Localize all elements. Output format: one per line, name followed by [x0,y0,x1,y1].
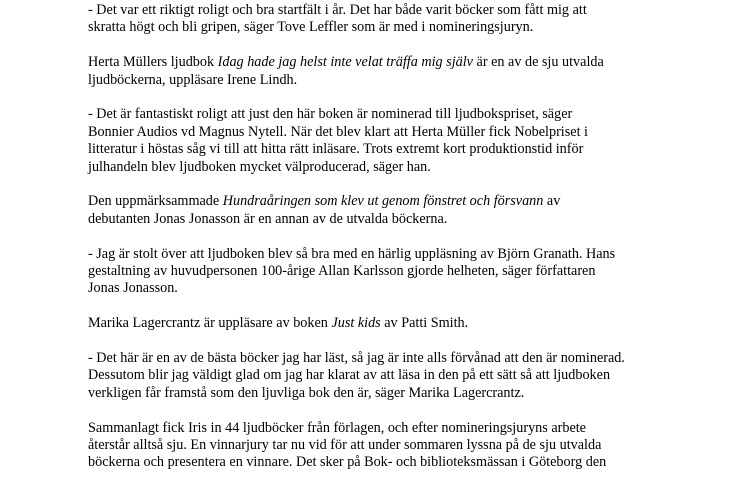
paragraph [88,193,740,228]
text-segment: debutanten Jonas Jonasson är en annan av de utvalda böckerna. [88,210,448,227]
text-line [88,106,740,123]
text-line [88,385,740,402]
document-page [88,2,740,489]
text-segment: skratta högt och bli gripen, säger Tove Leffler som är med i nomineringsjuryn. [88,19,534,36]
text-segment: Jonas Jonasson. [88,280,178,297]
book-title: Just kids [331,315,381,332]
text-segment: - Det var ett riktigt roligt och bra startfält i år. Det har både varit böcker som fått mig att [88,2,587,18]
text-segment: Den uppmärksammade [88,193,223,210]
text-segment: ljudböckerna, uppläsare Irene Lindh. [88,71,298,88]
text-line [88,54,740,71]
text-segment: - Jag är stolt över att ljudboken blev så bra med en härlig uppläsning av Björn Granath. Hans [88,245,616,262]
text-line [88,350,740,367]
text-line [88,454,740,471]
text-line [88,246,740,263]
paragraph [88,420,740,472]
text-line [88,420,740,437]
book-title: Hundraåringen som klev ut genom fönstret och försvann [222,193,544,210]
text-segment: är en av de sju utvalda [472,54,604,71]
paragraph [88,246,740,298]
text-line [88,263,740,280]
text-line [88,367,740,384]
text-segment: återstår alltså sju. En vinnarjury tar nu vid för att under sommaren lyssna på de sju utvalda [88,437,602,454]
text-segment: av Patti Smith. [380,315,469,332]
text-segment: julhandeln blev ljudboken mycket välproducerad, säger han. [88,158,431,175]
text-line [88,2,740,19]
text-segment: - Det här är en av de bästa böcker jag har läst, så jag är inte alls förvånad att den är nominerad. [88,350,625,367]
text-segment: Dessutom blir jag väldigt glad om jag har klarat av att läsa in den på ett sätt så att ljudboken [88,367,611,384]
text-line [88,315,740,332]
text-line [88,72,740,89]
text-segment: litteratur i höstas såg vi till att hitta rätt inläsare. Trots extremt kort produktionstid inför [88,141,584,158]
book-title: Idag hade jag helst inte velat träffa mig själv [217,54,473,71]
text-line [88,141,740,158]
text-segment: böckerna och presentera en vinnare. Det sker på Bok- och biblioteksmässan i Göteborg den [88,454,607,471]
paragraph [88,2,740,37]
text-line [88,124,740,141]
text-line [88,211,740,228]
text-line [88,437,740,454]
paragraph [88,106,740,176]
text-segment: Sammanlagt fick Iris in 44 ljudböcker från förlagen, och efter nomineringsjuryns arbete [88,419,586,436]
paragraph [88,54,740,89]
text-line [88,19,740,36]
paragraph [88,315,740,332]
text-segment: - Det är fantastiskt roligt att just den här boken är nominerad till ljudbokspriset, säger [88,106,573,123]
text-line [88,159,740,176]
text-segment: Bonnier Audios vd Magnus Nytell. När det blev klart att Herta Müller fick Nobelpriset i [88,123,588,140]
text-segment: av [543,193,561,210]
text-line [88,280,740,297]
text-segment: Marika Lagercrantz är uppläsare av boken [88,315,332,332]
paragraph [88,350,740,402]
text-segment: Herta Müllers ljudbok [88,54,218,71]
text-line [88,193,740,210]
text-segment: verkligen får framstå som den ljuvliga bok den är, säger Marika Lagercrantz. [88,384,525,401]
text-segment: gestaltning av huvudpersonen 100-årige Allan Karlsson gjorde helheten, säger författaren [88,263,596,280]
